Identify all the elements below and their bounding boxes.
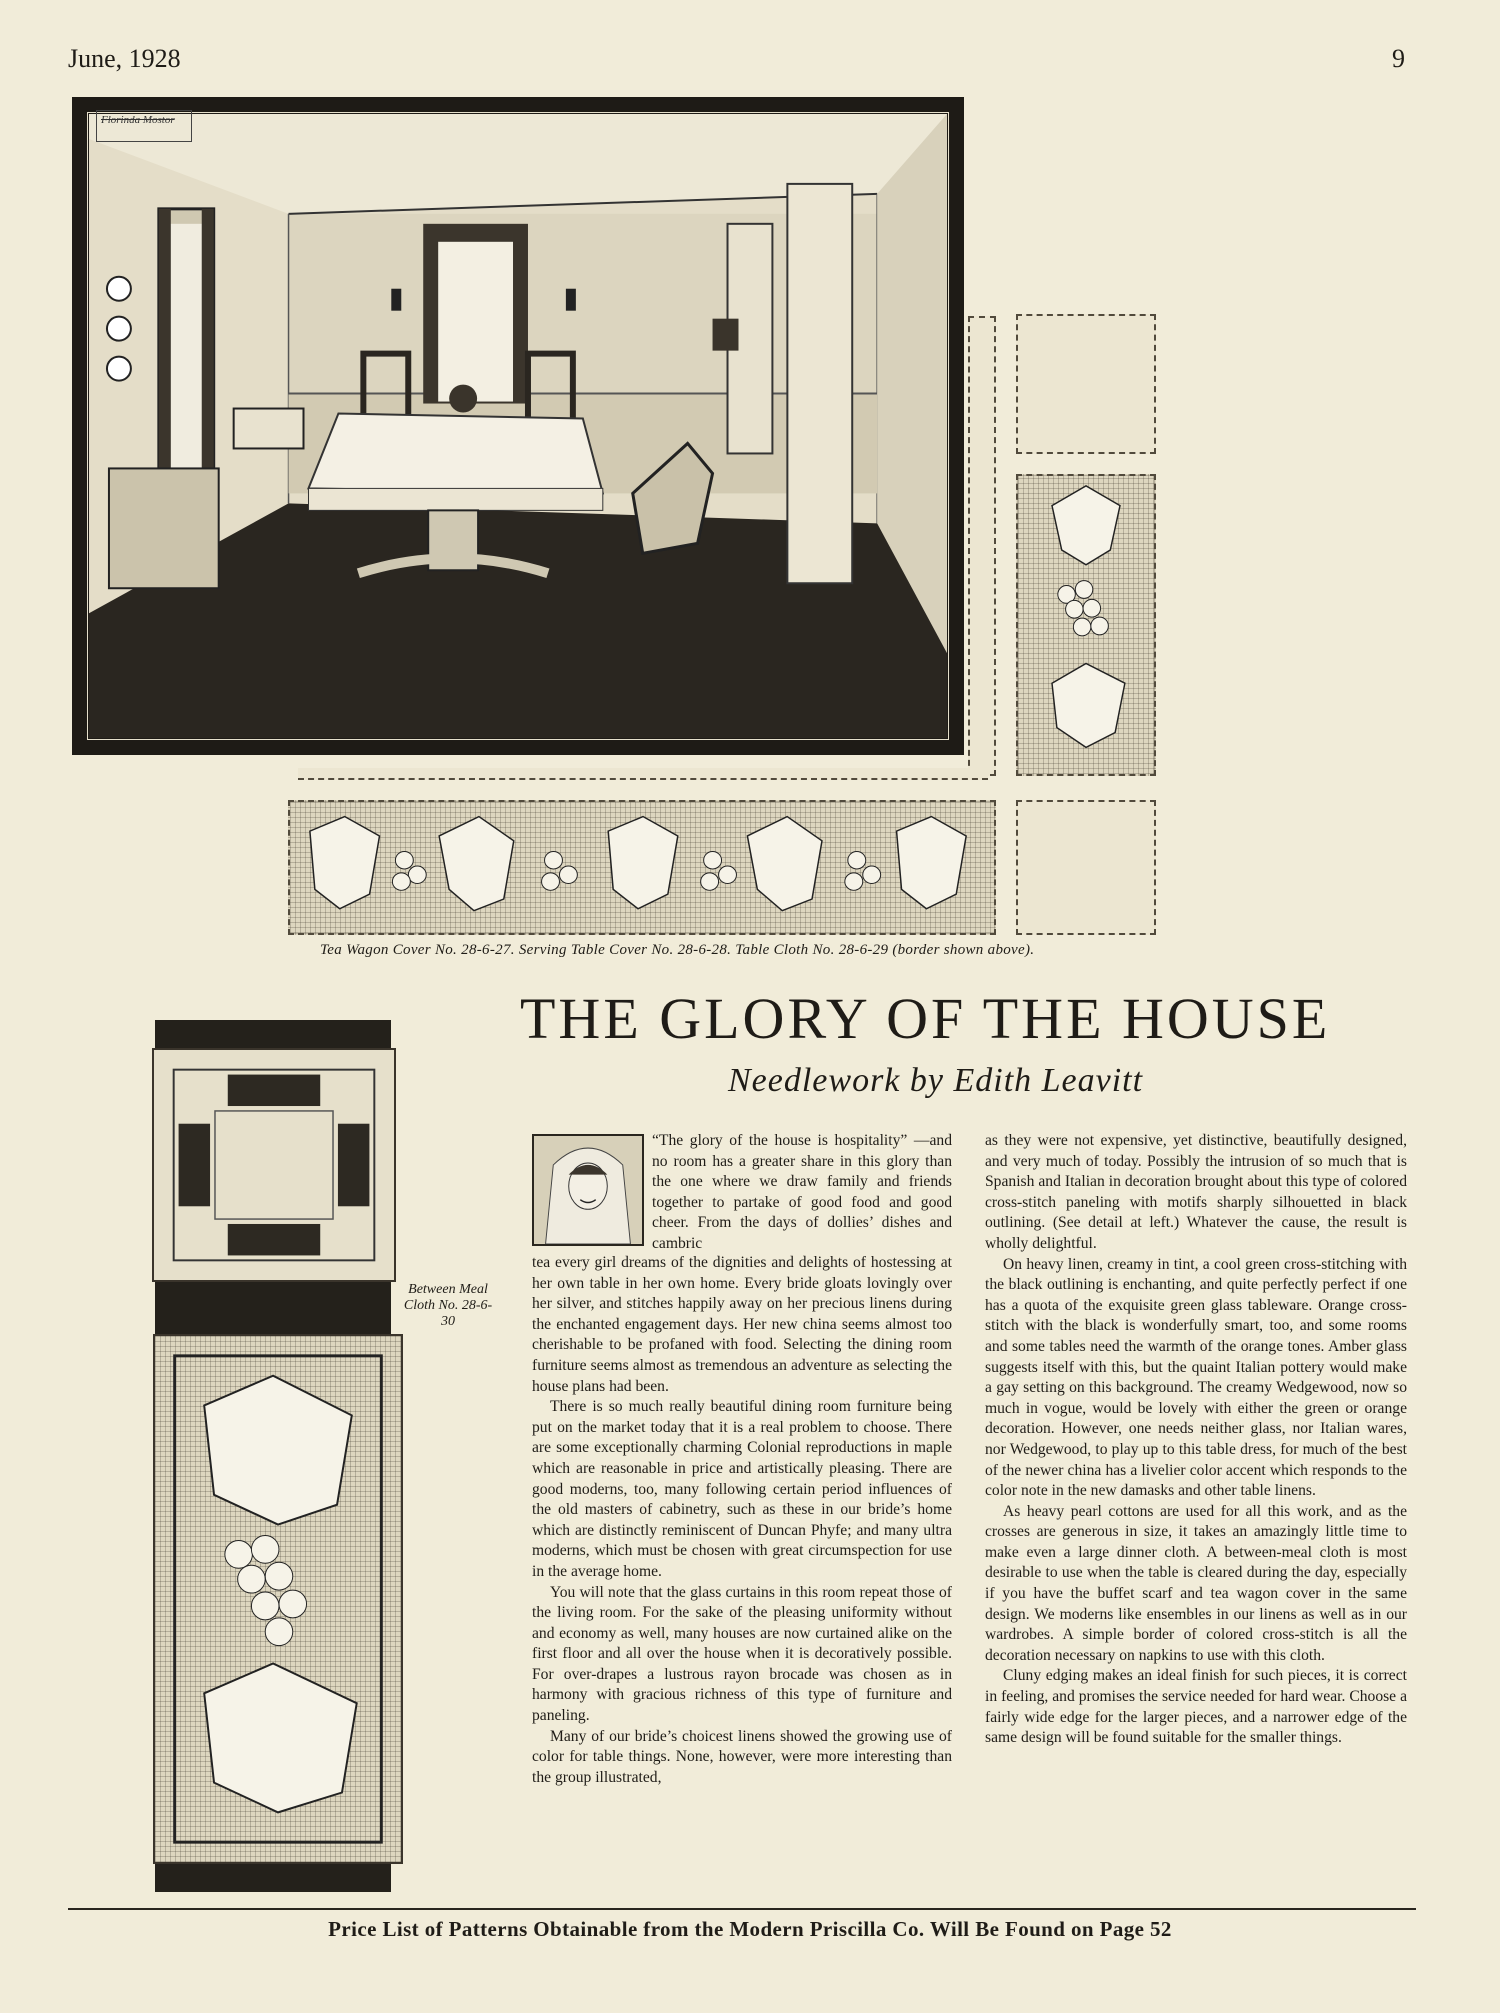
article-paragraph: “The glory of the house is hospitality” —and no room has a greater share in this glory than the one where we draw family and friends together to partake of good food and good cheer. From the days of dollies’ dishes and cambric: [652, 1132, 952, 1252]
pattern-square-top: [1016, 314, 1156, 454]
article-intro: [652, 1131, 952, 1255]
footer-price-list-note: Price List of Patterns Obtainable from the Modern Priscilla Co. Will Be Found on Page 52: [328, 1917, 1172, 1941]
article-paragraph: Many of our bride’s choicest linens showed the growing use of color for table things. None, however, were more interesting than the group illustrated,: [532, 1727, 952, 1786]
pattern-border-right-thin: [968, 316, 996, 776]
issue-date: June, 1928: [68, 44, 181, 73]
bride-portrait-image: [532, 1134, 644, 1246]
footer-rule: [68, 1908, 1416, 1910]
article-paragraph: There is so much really beautiful dining room furniture being put on the market today that it is a real problem to choose. There are some exceptionally charming Colonial reproductions in maple which are reasonable in price and artistically pleasing. There are good moderns, too, many following certain period influences of the old masters of cabinetry, such as these in our bride’s home which are distinctly reminiscent of Duncan Phyfe; and many ultra moderns, which must be chosen with great circumspection for use in the average home.: [532, 1398, 952, 1580]
article-paragraph: Cluny edging makes an ideal finish for such pieces, it is correct in feeling, and promises the service needed for hard wear. Choose a fairly wide edge for the larger pieces, and a narrower edge of the same design will be found suitable for the smaller things.: [985, 1667, 1407, 1747]
article-byline: Needlework by Edith Leavitt: [728, 1062, 1144, 1099]
between-meal-cloth-photo: [152, 1048, 396, 1282]
page-number: 9: [1392, 44, 1405, 73]
pattern-cross-row: [298, 768, 988, 780]
article-paragraph: On heavy linen, creamy in tint, a cool green cross-stitching with the black outlining is enchanting, and quite perfectly perfect if one has a quota of the exquisite green glass tableware. Orange cross-stitch with the black is wonderfully smart, too, and some rooms and some tables need the warmth of the orange tones. Amber glass suggests itself with this, but the quaint Italian pottery would make a gay setting on this background. The creamy Wedgewood, now so much in vogue, would be lovely with either the green or orange decoration. However, one needs neither glass, nor Italian wares, nor Wedgewood, to play up to this table dress, for much of the best of the newer china has a livelier color accent which responds to the color note in the new damasks and other table linens.: [985, 1255, 1407, 1500]
article-paragraph: tea every girl dreams of the dignities and delights of hostessing at her own table in her own home. Every bride gloats lovingly over her silver, and stitches happily away on her precious linens during the enchanted engagement days. Her new china seems almost too cherishable to be profaned with food. Selecting the dining room furniture seems almost as tremendous an adventure as selecting the house plans had been.: [532, 1254, 952, 1395]
serving-table-cover-pattern: [1016, 474, 1156, 776]
cloth-caption: Between Meal Cloth No. 28-6-30: [403, 1282, 493, 1329]
article-headline: THE GLORY OF THE HOUSE: [520, 986, 1331, 1051]
article-column-left: [532, 1253, 952, 1788]
dining-room-illustration: [72, 97, 964, 755]
article-paragraph: As heavy pearl cottons are used for all this work, and as the crosses are generous in size, it takes an amazingly little time to make even a large dinner cloth. A between-meal cloth is most desirable to use when the table is cleared during the day, especially if you have the buffet scarf and tea wagon cover in the same design. We moderns like ensembles in our linens as well as in our wardrobes. A simple border of colored cross-stitch is all the decoration necessary on napkins to use with this cloth.: [985, 1502, 1407, 1664]
pattern-square-bottom: [1016, 800, 1156, 935]
article-paragraph: as they were not expensive, yet distinctive, beautifully designed, and very much of today. Possibly the intrusion of so much that is Spanish and Italian in decoration brought about this type of colored cross-stitch paneling with motifs sharply silhouetted in black outlining. (See detail at left.) Whatever the cause, the result is wholly delightful.: [985, 1132, 1407, 1252]
article-column-right: [985, 1131, 1407, 1749]
table-cloth-border-pattern: [288, 800, 996, 935]
pattern-caption: Tea Wagon Cover No. 28-6-27. Serving Table Cover No. 28-6-28. Table Cloth No. 28-6-29 (border shown above).: [320, 942, 1035, 958]
cloth-detail-photo: [153, 1334, 403, 1864]
article-paragraph: You will note that the glass curtains in this room repeat those of the living room. For the sake of the pleasing uniformity without and economy as well, many houses are now curtained alike on the first floor and all over the house when it is decoratively possible. For over-drapes a lustrous rayon brocade was chosen as in harmony with gracious richness of this type of furniture and paneling.: [532, 1583, 952, 1725]
illustrator-signature: Florinda Mostor: [96, 110, 192, 142]
